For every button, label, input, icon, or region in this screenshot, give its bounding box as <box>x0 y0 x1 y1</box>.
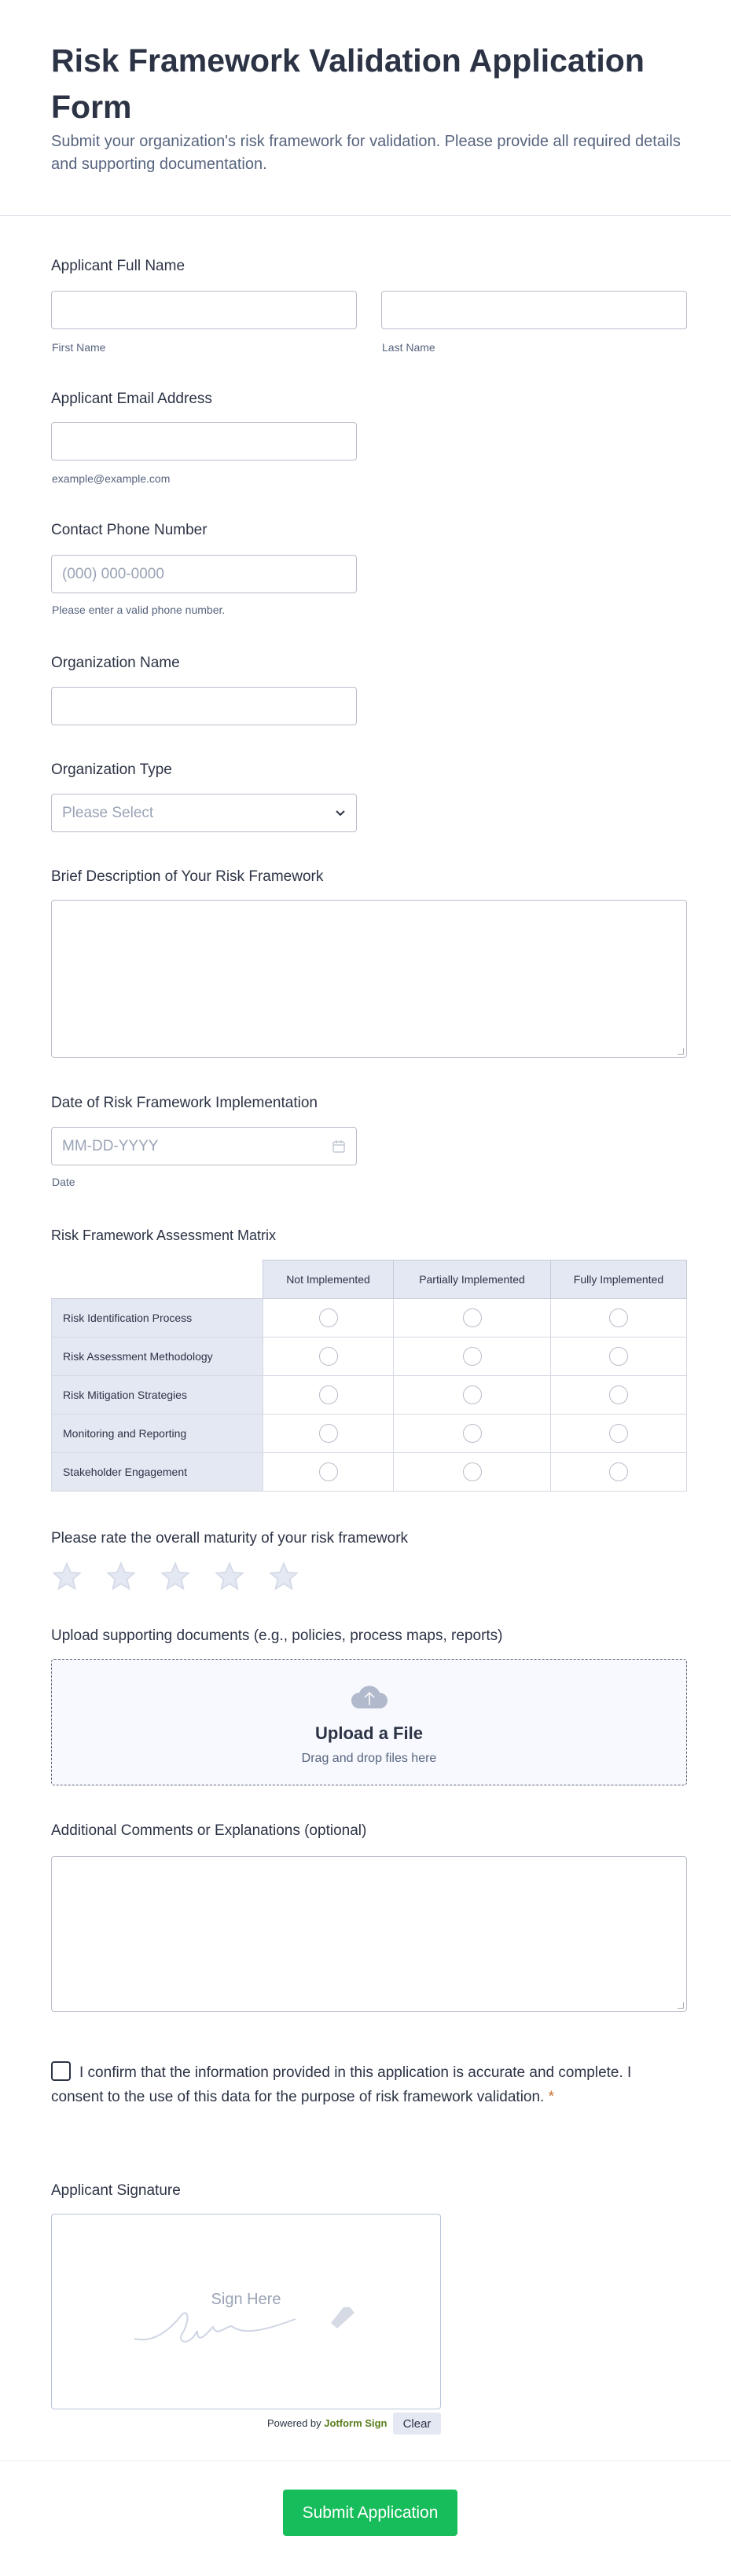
clear-signature-button[interactable]: Clear <box>393 2413 441 2435</box>
matrix-corner <box>52 1260 263 1299</box>
description-textarea[interactable] <box>51 900 687 1058</box>
matrix-row <box>52 1299 687 1338</box>
powered-by-text: Powered by <box>267 2417 321 2429</box>
matrix-row <box>52 1415 687 1453</box>
matrix-cell <box>394 1299 551 1338</box>
matrix-radio[interactable] <box>463 1308 482 1327</box>
signature-label: Applicant Signature <box>51 2182 181 2199</box>
assessment-matrix <box>51 1260 687 1492</box>
submit-button[interactable]: Submit Application <box>283 2490 457 2536</box>
matrix-radio[interactable] <box>319 1424 338 1443</box>
description-label: Brief Description of Your Risk Framework <box>51 868 324 885</box>
matrix-row <box>52 1338 687 1376</box>
matrix-row-label: Monitoring and Reporting <box>52 1415 263 1453</box>
matrix-cell <box>263 1415 394 1453</box>
file-upload-dropzone[interactable] <box>51 1659 687 1785</box>
matrix-radio[interactable] <box>609 1385 628 1404</box>
org-type-select[interactable] <box>51 794 357 832</box>
matrix-radio[interactable] <box>463 1347 482 1366</box>
resize-handle-icon[interactable] <box>678 1048 684 1055</box>
matrix-row <box>52 1376 687 1415</box>
full-name-label: Applicant Full Name <box>51 258 186 274</box>
date-input[interactable] <box>51 1127 357 1165</box>
matrix-radio[interactable] <box>609 1462 628 1481</box>
chevron-down-icon <box>335 809 346 817</box>
matrix-column-header: Not Implemented <box>263 1260 394 1299</box>
matrix-radio[interactable] <box>319 1308 338 1327</box>
upload-title: Upload a File <box>315 1723 423 1743</box>
matrix-row <box>52 1453 687 1492</box>
matrix-row-label: Risk Mitigation Strategies <box>52 1376 263 1415</box>
calendar-icon[interactable] <box>332 1139 346 1154</box>
matrix-radio[interactable] <box>319 1462 338 1481</box>
star-icon[interactable] <box>268 1561 299 1592</box>
upload-hint: Drag and drop files here <box>301 1752 437 1765</box>
header-divider <box>0 215 731 216</box>
first-name-input[interactable] <box>51 291 357 329</box>
form-title: Risk Framework Validation Application Form <box>51 42 645 125</box>
matrix-cell <box>551 1453 687 1492</box>
consent-text <box>51 2060 672 2109</box>
org-type-label: Organization Type <box>51 761 172 778</box>
matrix-cell <box>263 1338 394 1376</box>
consent-label: I confirm that the information provided in this application is accurate and complete. I consent to the use of this data for the purpose of risk framework validation. <box>51 2064 632 2105</box>
matrix-radio[interactable] <box>609 1347 628 1366</box>
date-label: Date of Risk Framework Implementation <box>51 1095 318 1111</box>
last-name-sublabel: Last Name <box>382 341 435 354</box>
email-label: Applicant Email Address <box>51 391 212 407</box>
matrix-column-header: Partially Implemented <box>394 1260 551 1299</box>
jotform-sign-brand: Jotform Sign <box>324 2417 388 2429</box>
phone-placeholder: (000) 000-0000 <box>62 565 164 582</box>
matrix-radio[interactable] <box>463 1424 482 1443</box>
powered-by <box>267 2417 387 2429</box>
footer-divider <box>0 2460 731 2461</box>
matrix-cell <box>551 1338 687 1376</box>
matrix-cell <box>394 1415 551 1453</box>
matrix-radio[interactable] <box>319 1347 338 1366</box>
phone-input[interactable] <box>51 555 357 593</box>
matrix-cell <box>551 1376 687 1415</box>
star-icon[interactable] <box>105 1561 137 1592</box>
matrix-cell <box>551 1415 687 1453</box>
upload-label: Upload supporting documents (e.g., policies, process maps, reports) <box>51 1627 503 1644</box>
rating-label: Please rate the overall maturity of your risk framework <box>51 1530 409 1547</box>
org-name-input[interactable] <box>51 687 357 725</box>
signature-pen-icon <box>134 2307 370 2370</box>
matrix-cell <box>263 1453 394 1492</box>
cloud-upload-icon <box>350 1680 389 1712</box>
matrix-row-label: Stakeholder Engagement <box>52 1453 263 1492</box>
phone-label: Contact Phone Number <box>51 522 208 538</box>
matrix-radio[interactable] <box>463 1462 482 1481</box>
matrix-radio[interactable] <box>609 1424 628 1443</box>
org-type-selected: Please Select <box>62 804 154 821</box>
resize-handle-icon[interactable] <box>678 2002 684 2009</box>
first-name-sublabel: First Name <box>52 341 106 354</box>
signature-pad[interactable] <box>51 2214 441 2409</box>
matrix-radio[interactable] <box>463 1385 482 1404</box>
matrix-cell <box>263 1299 394 1338</box>
date-placeholder: MM-DD-YYYY <box>62 1137 159 1154</box>
email-sublabel: example@example.com <box>52 472 171 485</box>
email-input[interactable] <box>51 422 357 461</box>
star-icon[interactable] <box>160 1561 191 1592</box>
star-icon[interactable] <box>51 1561 83 1592</box>
matrix-cell <box>394 1453 551 1492</box>
comments-label: Additional Comments or Explanations (optional) <box>51 1822 367 1839</box>
matrix-radio[interactable] <box>609 1308 628 1327</box>
org-name-label: Organization Name <box>51 655 180 671</box>
phone-sublabel: Please enter a valid phone number. <box>52 604 226 616</box>
last-name-input[interactable] <box>381 291 687 329</box>
matrix-cell <box>394 1376 551 1415</box>
form-subtitle: Submit your organization's risk framework for validation. Please provide all required details and supporting documentation. <box>51 133 681 173</box>
matrix-column-header: Fully Implemented <box>551 1260 687 1299</box>
matrix-row-label: Risk Assessment Methodology <box>52 1338 263 1376</box>
comments-textarea[interactable] <box>51 1856 687 2012</box>
matrix-cell <box>551 1299 687 1338</box>
sign-here-placeholder: Sign Here <box>211 2291 281 2308</box>
required-mark: * <box>548 2089 555 2105</box>
date-sublabel: Date <box>52 1176 75 1188</box>
matrix-cell <box>394 1338 551 1376</box>
matrix-label: Risk Framework Assessment Matrix <box>51 1227 277 1243</box>
star-icon[interactable] <box>214 1561 245 1592</box>
matrix-row-label: Risk Identification Process <box>52 1299 263 1338</box>
matrix-cell <box>263 1376 394 1415</box>
matrix-radio[interactable] <box>319 1385 338 1404</box>
